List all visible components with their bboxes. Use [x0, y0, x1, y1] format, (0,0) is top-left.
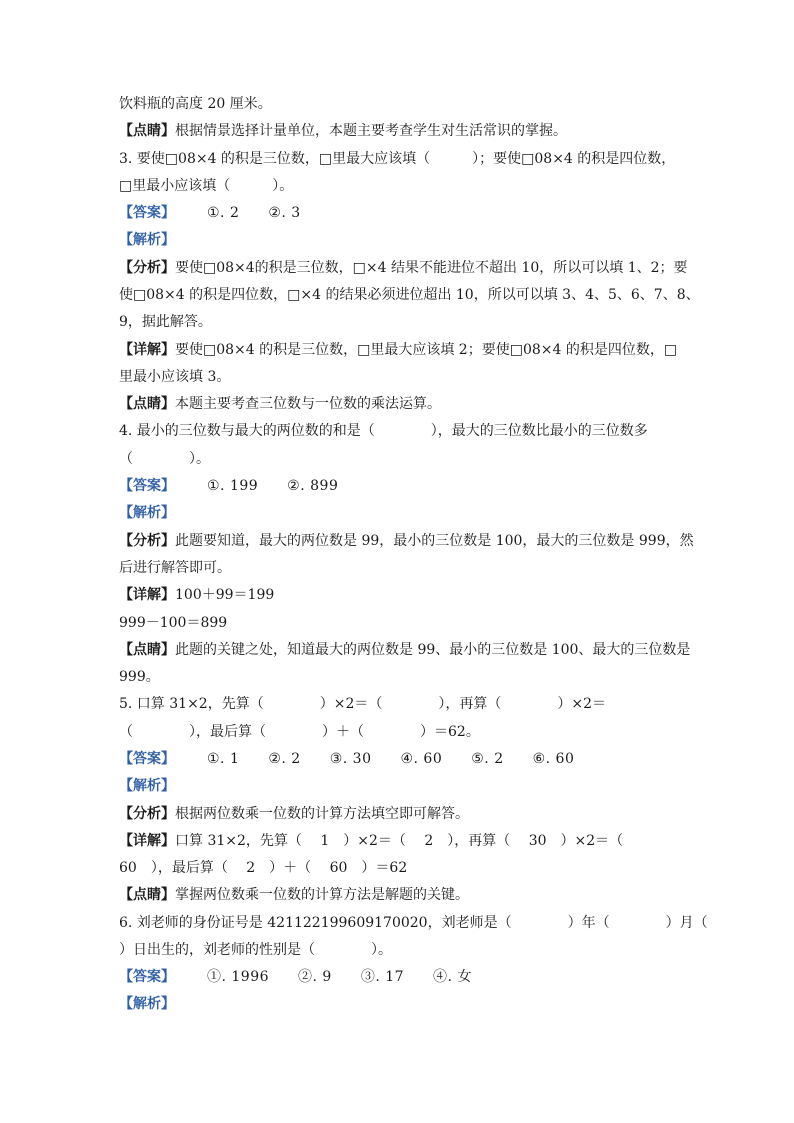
- answer-tag: 【答案】: [119, 751, 175, 767]
- line-text: 后进行解答即可。: [119, 560, 231, 576]
- answer-tag: 【答案】: [119, 205, 175, 221]
- analysis-line: [119, 503, 679, 523]
- question-5: [119, 694, 679, 714]
- line-text: 要使□08×4 的积是三位数，□里最大应该填 2；要使□08×4 的积是四位数，□: [175, 342, 678, 358]
- analysis-line: [119, 230, 679, 250]
- text-line: [119, 340, 679, 360]
- section-tag: 【详解】: [119, 587, 175, 603]
- analysis-tag: 【解析】: [119, 996, 175, 1012]
- text-line: [119, 285, 700, 305]
- answer-values: ①. 1 ②. 2 ③. 30 ④. 60 ⑤. 2 ⑥. 60: [207, 751, 575, 767]
- answer-tag: 【答案】: [119, 478, 175, 494]
- section-tag: 【点睛】: [119, 642, 175, 658]
- line-text: 本题主要考查三位数与一位数的乘法运算。: [175, 396, 441, 412]
- line-text: 掌握两位数乘一位数的计算方法是解题的关键。: [175, 887, 469, 903]
- line-text: 饮料瓶的高度 20 厘米。: [119, 96, 272, 112]
- analysis-tag: 【解析】: [119, 232, 175, 248]
- line-text: 3. 要使□08×4 的积是三位数，□里最大应该填（ ）；要使□08×4 的积是四位数，: [119, 151, 676, 167]
- answer-line: [119, 203, 679, 223]
- text-line: [119, 940, 679, 960]
- line-text: 使□08×4 的积是四位数，□×4 的结果必须进位超出 10，所以可以填 3、4、5、6、7、8、: [119, 287, 700, 303]
- text-line: [119, 176, 679, 196]
- question-3: [119, 149, 679, 169]
- answer-line: [119, 749, 679, 769]
- text-line: [119, 258, 688, 278]
- line-text: 4. 最小的三位数与最大的两位数的和是（ ），最大的三位数比最小的三位数多: [119, 423, 648, 439]
- text-line: [119, 722, 679, 742]
- text-line: [119, 94, 679, 114]
- section-tag: 【分析】: [119, 806, 175, 822]
- text-line: [119, 831, 679, 851]
- section-tag: 【分析】: [119, 260, 175, 276]
- line-text: 6. 刘老师的身份证号是 421122199609170020，刘老师是（ ）年（ ）月（: [119, 915, 708, 931]
- text-line: [119, 613, 679, 633]
- line-text: 60 ），最后算（ 2 ）＋（ 60 ）＝62: [119, 860, 408, 876]
- line-text: （ ），最后算（ ）＋（ ）＝62。: [119, 724, 480, 740]
- line-text: 此题的关键之处，知道最大的两位数是 99、最小的三位数是 100、最大的三位数是: [175, 642, 691, 658]
- line-text: ）日出生的，刘老师的性别是（ ）。: [119, 942, 392, 958]
- text-line: [119, 121, 679, 141]
- text-line: [119, 367, 679, 387]
- line-text: 里最小应该填 3。: [119, 369, 231, 385]
- analysis-tag: 【解析】: [119, 505, 175, 521]
- line-text: 此题要知道，最大的两位数是 99，最小的三位数是 100，最大的三位数是 999，然: [175, 533, 694, 549]
- question-4: [119, 421, 679, 441]
- text-line: [119, 804, 679, 824]
- line-text: 要使□08×4的积是三位数，□×4 结果不能进位不超出 10，所以可以填 1、2；要: [175, 260, 688, 276]
- section-tag: 【点睛】: [119, 396, 175, 412]
- answer-values: ①. 1996 ②. 9 ③. 17 ④. 女: [207, 969, 472, 985]
- line-text: 100＋99＝199: [175, 587, 275, 603]
- text-line: [119, 885, 679, 905]
- question-6: [119, 913, 708, 933]
- text-line: [119, 640, 691, 660]
- answer-values: ①. 2 ②. 3: [207, 205, 301, 221]
- text-line: [119, 558, 679, 578]
- line-text: 口算 31×2，先算（ 1 ）×2＝（ 2 ），再算（ 30 ）×2＝（: [175, 833, 624, 849]
- line-text: 根据情景选择计量单位，本题主要考查学生对生活常识的掌握。: [175, 123, 567, 139]
- section-tag: 【点睛】: [119, 887, 175, 903]
- section-tag: 【点睛】: [119, 123, 175, 139]
- text-line: [119, 394, 679, 414]
- answer-values: ①. 199 ②. 899: [207, 478, 339, 494]
- line-text: 9，据此解答。: [119, 314, 212, 330]
- analysis-line: [119, 994, 679, 1014]
- line-text: 5. 口算 31×2，先算（ ）×2＝（ ），再算（ ）×2＝: [119, 696, 606, 712]
- answer-line: [119, 476, 679, 496]
- text-line: [119, 585, 679, 605]
- answer-line: [119, 967, 679, 987]
- answer-tag: 【答案】: [119, 969, 175, 985]
- text-line: [119, 667, 679, 687]
- line-text: □里最小应该填（ ）。: [119, 178, 294, 194]
- text-line: [119, 531, 694, 551]
- analysis-tag: 【解析】: [119, 778, 175, 794]
- text-line: [119, 312, 679, 332]
- text-line: [119, 449, 679, 469]
- line-text: 999。: [119, 669, 160, 685]
- analysis-line: [119, 776, 679, 796]
- section-tag: 【分析】: [119, 533, 175, 549]
- line-text: 999－100＝899: [119, 615, 228, 631]
- section-tag: 【详解】: [119, 342, 175, 358]
- line-text: 根据两位数乘一位数的计算方法填空即可解答。: [175, 806, 469, 822]
- section-tag: 【详解】: [119, 833, 175, 849]
- line-text: （ ）。: [119, 451, 210, 467]
- text-line: [119, 858, 679, 878]
